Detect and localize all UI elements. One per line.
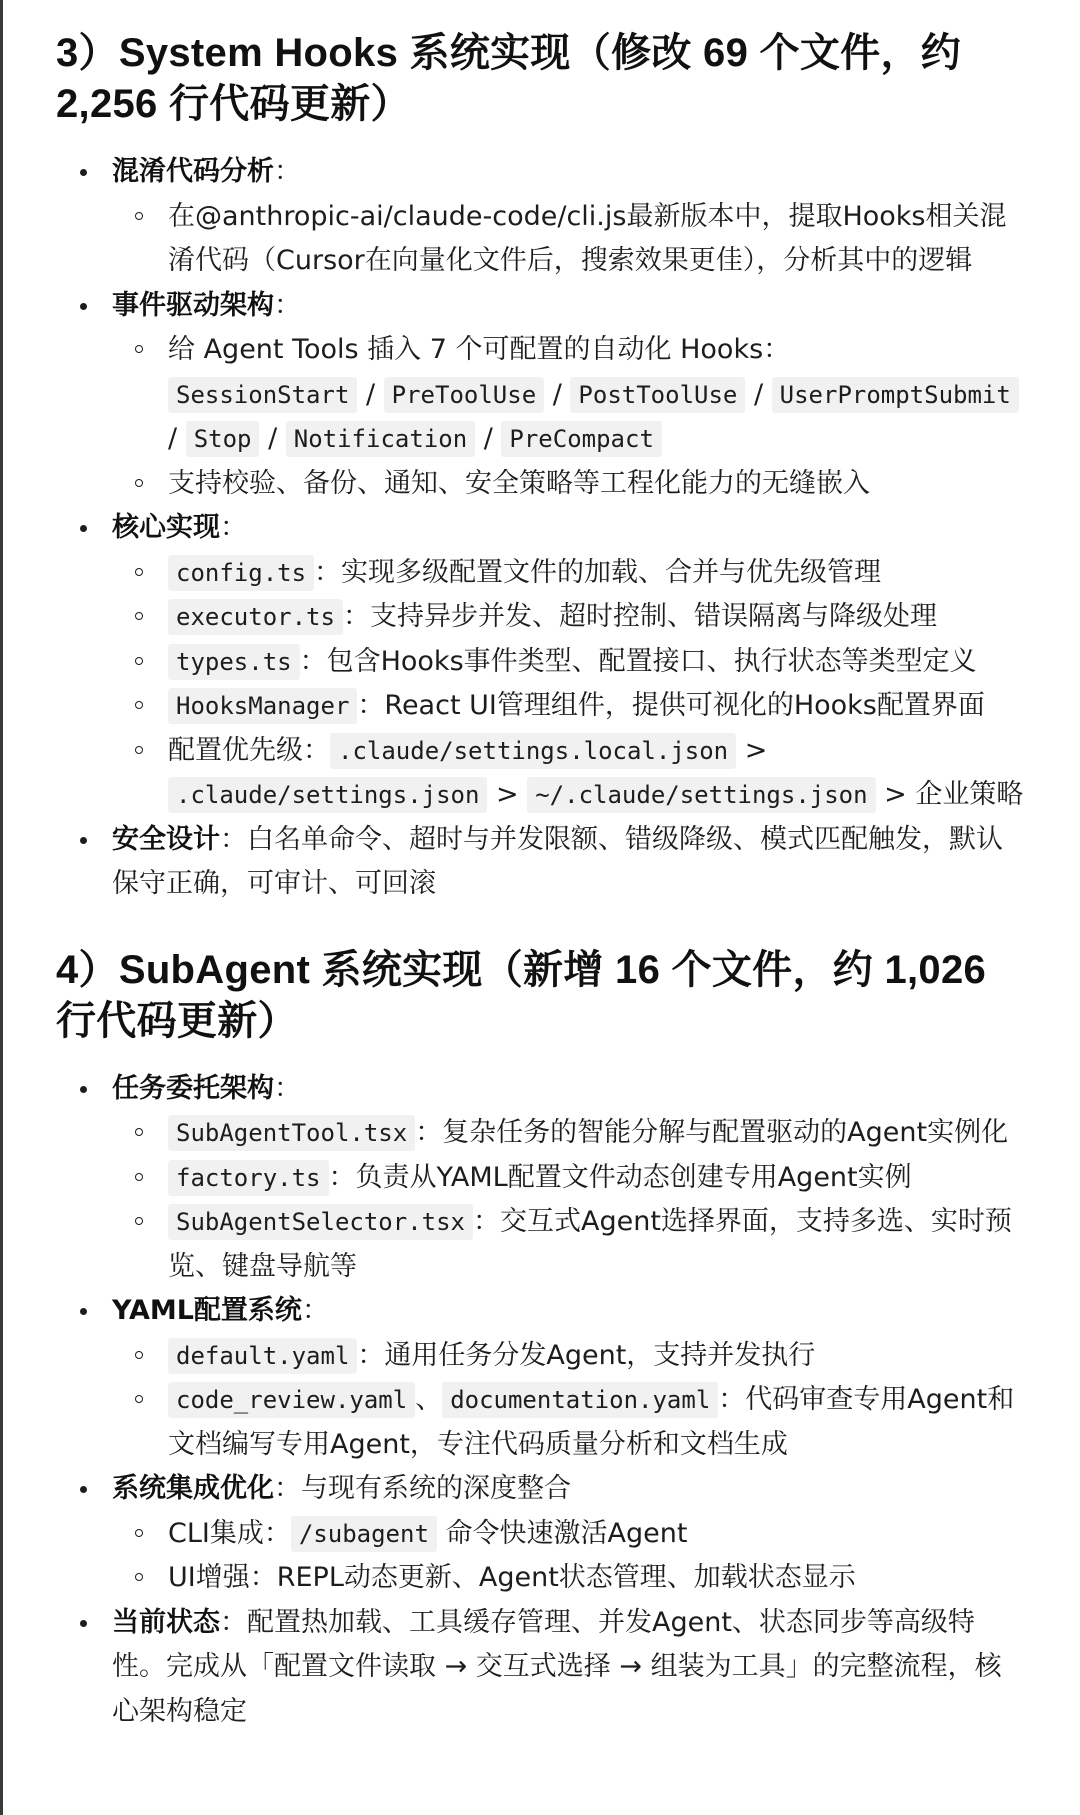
command-code: /subagent (291, 1516, 437, 1552)
file-code: SubAgentTool.tsx (168, 1115, 415, 1151)
yaml-label: YAML配置系统 (112, 1295, 302, 1326)
event-driven-label: 事件驱动架构 (112, 289, 274, 321)
list-item-event-driven (56, 284, 1026, 507)
priority-end: 企业策略 (915, 779, 1024, 810)
path-code: .claude/settings.json (168, 777, 487, 813)
event-driven-colon: ： (274, 289, 301, 321)
file-desc: ：React UI管理组件，提供可视化的Hooks配置界面 (357, 690, 985, 721)
integration-sublist (112, 1512, 1026, 1601)
gt-sign: > (487, 779, 528, 810)
integration-item-cli (112, 1512, 1026, 1557)
obfuscation-detail: 在@anthropic-ai/claude-code/cli.js最新版本中，提取Hooks相关混淆代码（Cursor在向量化文件后，搜索效果更佳），分析其中的逻辑 (112, 195, 1026, 284)
yaml-item-default (112, 1334, 1026, 1379)
list-separator: 、 (415, 1384, 443, 1415)
delegation-colon: ： (274, 1072, 301, 1104)
hook-separator: / (357, 378, 384, 410)
file-desc: ：包含Hooks事件类型、配置接口、执行状态等类型定义 (299, 645, 977, 677)
core-item-priority (112, 729, 1026, 818)
delegation-item-factory (112, 1156, 1026, 1201)
hook-code: Stop (186, 421, 260, 457)
core-item-executor (112, 595, 1026, 640)
path-code: .claude/settings.local.json (330, 733, 736, 769)
file-code: types.ts (168, 644, 300, 680)
core-item-config (112, 551, 1026, 596)
list-item-core (56, 506, 1026, 818)
list-item-integration (56, 1467, 1026, 1601)
section-4-list (56, 1067, 1026, 1735)
left-edge-border (0, 0, 3, 1815)
priority-label: 配置优先级： (168, 734, 330, 766)
core-label: 核心实现 (112, 512, 220, 543)
delegation-item-selector (112, 1200, 1026, 1289)
hook-separator: / (745, 378, 772, 410)
core-item-types (112, 640, 1026, 685)
file-desc: ：实现多级配置文件的加载、合并与优先级管理 (314, 556, 882, 588)
hooks-list-item (112, 328, 1026, 462)
gt-sign: > (736, 734, 768, 766)
yaml-item-review (112, 1378, 1026, 1467)
cli-desc: 命令快速激活Agent (445, 1517, 688, 1549)
hook-code: Notification (286, 421, 475, 457)
list-item-security (56, 818, 1026, 907)
event-driven-sublist (112, 328, 1026, 506)
file-code: factory.ts (168, 1160, 329, 1196)
file-desc: ：通用任务分发Agent，支持并发执行 (357, 1339, 816, 1371)
path-code: ~/.claude/settings.json (527, 777, 875, 813)
hook-code: PostToolUse (570, 377, 745, 413)
file-desc: ：复杂任务的智能分解与配置驱动的Agent实例化 (415, 1117, 1009, 1148)
file-code: HooksManager (168, 688, 357, 724)
file-code: executor.ts (168, 599, 343, 635)
hook-code: UserPromptSubmit (772, 377, 1019, 413)
integration-item-ui: UI增强：REPL动态更新、Agent状态管理、加载状态显示 (112, 1556, 1026, 1601)
hook-code: PreCompact (501, 421, 662, 457)
status-label: 当前状态 (112, 1606, 220, 1638)
integration-text: ：与现有系统的深度整合 (274, 1473, 571, 1504)
delegation-item-tool (112, 1111, 1026, 1156)
section-3-list (56, 150, 1026, 907)
gt-sign: > (875, 779, 916, 810)
hook-code: PreToolUse (384, 377, 545, 413)
security-label: 安全设计 (112, 823, 220, 855)
section-4-heading: 4）SubAgent 系统实现（新增 16 个文件，约 1,026 行代码更新） (56, 947, 987, 1043)
list-item-obfuscation (56, 150, 1026, 284)
core-colon: ： (220, 512, 247, 543)
engineering-item: 支持校验、备份、通知、安全策略等工程化能力的无缝嵌入 (112, 462, 1026, 507)
hook-separator: / (544, 378, 571, 410)
list-item-delegation (56, 1067, 1026, 1290)
file-code: documentation.yaml (442, 1382, 718, 1418)
hooks-intro: 给 Agent Tools 插入 7 个可配置的自动化 Hooks： (168, 334, 791, 365)
file-code: SubAgentSelector.tsx (168, 1204, 473, 1240)
file-desc: ：负责从YAML配置文件动态创建专用Agent实例 (328, 1161, 912, 1193)
yaml-sublist (112, 1334, 1026, 1468)
file-code: code_review.yaml (168, 1382, 415, 1418)
hook-separator: / (475, 423, 502, 454)
file-code: default.yaml (168, 1338, 357, 1374)
yaml-colon: ： (301, 1295, 329, 1326)
status-text: ：配置热加载、工具缓存管理、并发Agent、状态同步等高级特性。完成从「配置文件读取 → 交互式选择 → 组装为工具」的完整流程，核心架构稳定 (112, 1606, 1002, 1727)
document-body (56, 28, 1026, 1734)
cli-label: CLI集成： (168, 1517, 291, 1549)
core-sublist (112, 551, 1026, 818)
delegation-sublist (112, 1111, 1026, 1289)
file-desc: ：支持异步并发、超时控制、错误隔离与降级处理 (342, 601, 937, 632)
obfuscation-label: 混淆代码分析 (112, 156, 274, 187)
hook-separator: / (168, 423, 186, 454)
obfuscation-sublist (112, 195, 1026, 284)
list-item-yaml (56, 1289, 1026, 1467)
core-item-hooksmanager (112, 684, 1026, 729)
obfuscation-colon: ： (274, 156, 301, 187)
integration-label: 系统集成优化 (112, 1473, 274, 1504)
file-desc: ：交互式Agent选择界面，支持多选、实时预览、键盘导航等 (168, 1206, 1012, 1282)
list-item-status (56, 1601, 1026, 1735)
security-text: ：白名单命令、超时与并发限额、错级降级、模式匹配触发，默认保守正确，可审计、可回滚 (112, 823, 1003, 899)
file-code: config.ts (168, 555, 314, 591)
file-desc: ：代码审查专用Agent和文档编写专用Agent，专注代码质量分析和文档生成 (168, 1384, 1015, 1460)
delegation-label: 任务委托架构 (112, 1072, 274, 1104)
hook-separator: / (259, 423, 286, 454)
section-3-heading: 3）System Hooks 系统实现（修改 69 个文件，约 2,256 行代码更新） (56, 31, 962, 126)
hook-code: SessionStart (168, 377, 357, 413)
